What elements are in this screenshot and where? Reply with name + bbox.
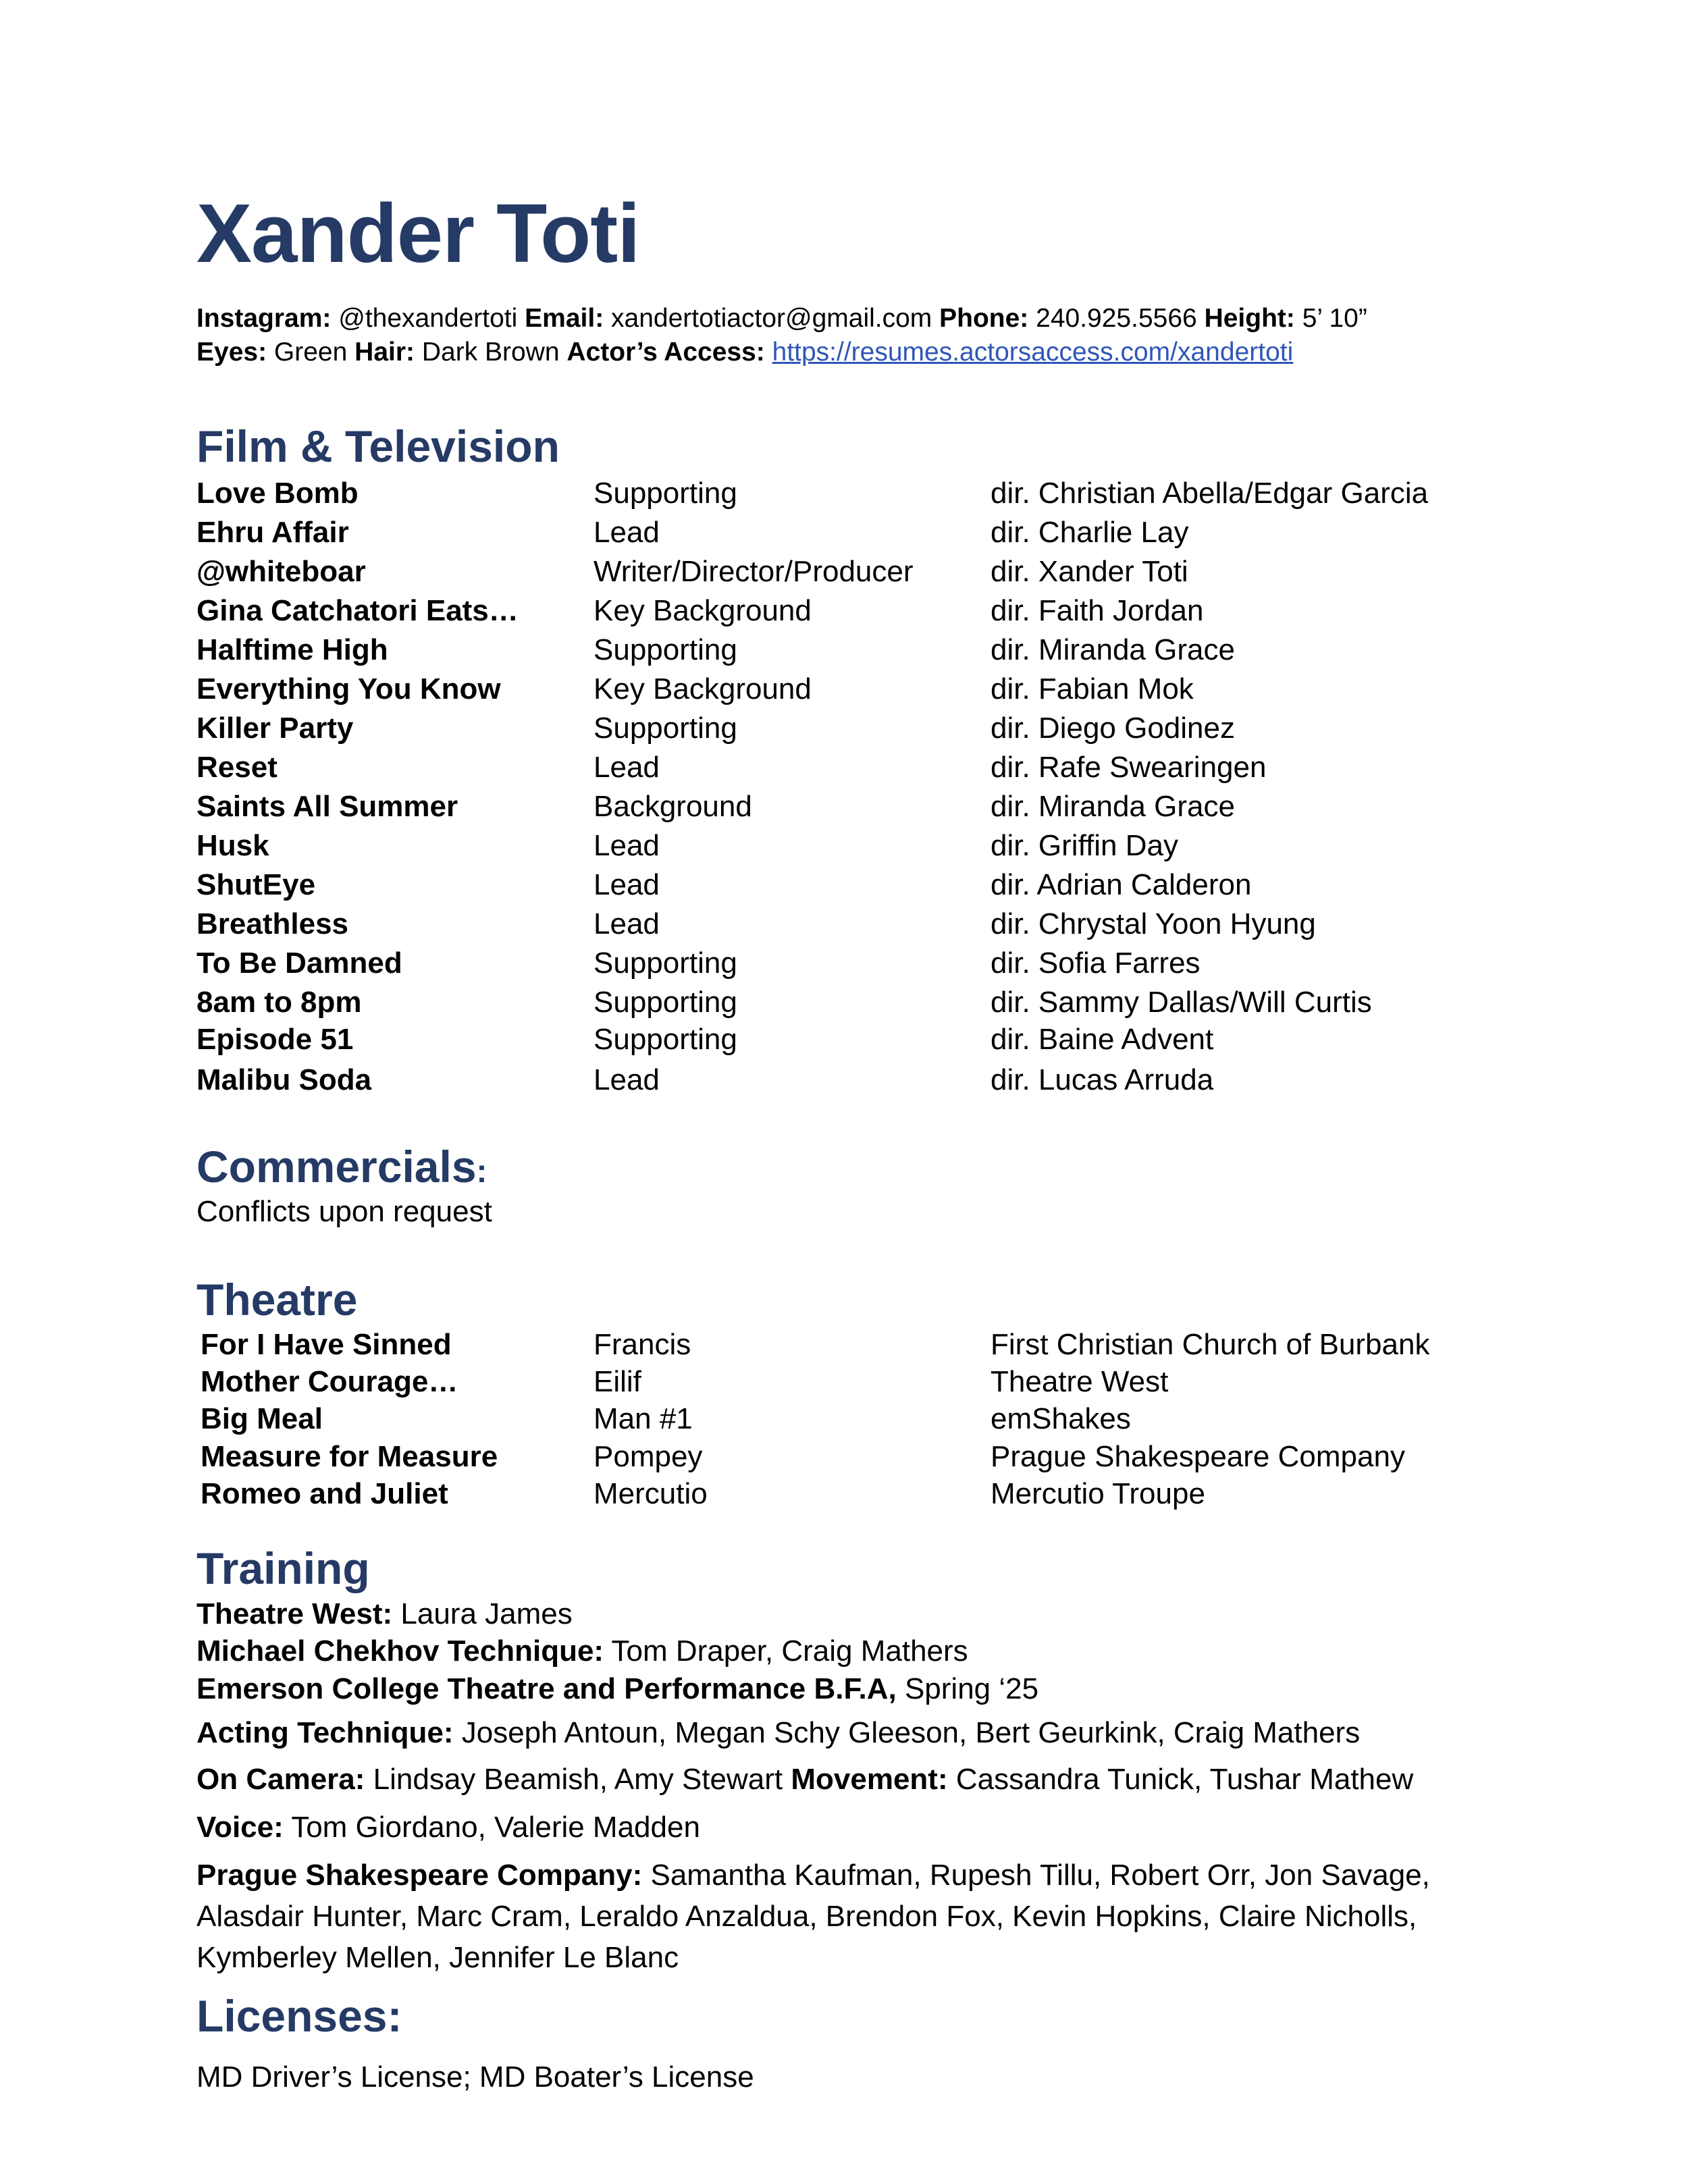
film-title: ShutEye (196, 868, 316, 901)
film-role: Supporting (594, 712, 737, 745)
theatre-heading: Theatre (196, 1275, 358, 1325)
film-heading: Film & Television (196, 421, 560, 471)
training-line (196, 1902, 1417, 1932)
training-heading: Training (196, 1543, 370, 1593)
film-role: Lead (594, 907, 660, 940)
film-director: dir. Charlie Lay (991, 516, 1189, 549)
theatre-role: Pompey (594, 1440, 703, 1473)
training-label: Emerson College Theatre and Performance B.F.A, (196, 1672, 897, 1705)
theatre-title: Romeo and Juliet (201, 1477, 448, 1510)
film-role: Key Background (594, 672, 812, 705)
training-value: Tom Draper, Craig Mathers (604, 1634, 968, 1668)
actors-access-label: Actor’s Access: (566, 338, 765, 367)
film-director: dir. Lucas Arruda (991, 1063, 1214, 1096)
film-title: Ehru Affair (196, 516, 349, 549)
training-line (196, 1674, 1038, 1704)
training-line (196, 1813, 700, 1842)
theatre-director: Mercutio Troupe (991, 1477, 1205, 1510)
film-title: Halftime High (196, 633, 388, 666)
eyes-label: Eyes: (196, 338, 267, 367)
training-label: Prague Shakespeare Company: (196, 1859, 643, 1892)
training-value: Samantha Kaufman, Rupesh Tillu, Robert Orr, Jon Savage, (642, 1859, 1430, 1892)
film-director: dir. Faith Jordan (991, 594, 1204, 627)
film-role: Supporting (594, 477, 737, 510)
theatre-title: Measure for Measure (201, 1440, 498, 1473)
film-director: dir. Fabian Mok (991, 672, 1194, 705)
training-line (196, 1765, 1413, 1794)
film-title: Malibu Soda (196, 1063, 372, 1096)
training-value: Laura James (392, 1597, 573, 1630)
commercials-colon: : (476, 1154, 487, 1190)
phone-value: 240.925.5566 (1028, 304, 1205, 333)
theatre-role: Mercutio (594, 1477, 708, 1510)
licenses-heading: Licenses: (196, 1991, 402, 2041)
film-title: Episode 51 (196, 1023, 354, 1056)
licenses-text: MD Driver’s License; MD Boater’s License (196, 2060, 754, 2094)
training-label: Michael Chekhov Technique: (196, 1634, 604, 1668)
film-role: Supporting (594, 633, 737, 666)
actor-name: Xander Toti (196, 188, 640, 280)
theatre-role: Eilif (594, 1365, 641, 1398)
training-line (196, 1636, 968, 1666)
training-line (196, 1599, 573, 1629)
film-director: dir. Diego Godinez (991, 712, 1235, 745)
training-line (196, 1718, 1360, 1748)
email-label: Email: (525, 304, 604, 333)
commercials-heading-text: Commercials (196, 1142, 477, 1192)
training-value: Alasdair Hunter, Marc Cram, Leraldo Anzaldua, Brendon Fox, Kevin Hopkins, Claire Nicholls, (196, 1900, 1417, 1933)
film-role: Background (594, 790, 752, 823)
height-label: Height: (1204, 304, 1295, 333)
theatre-title: Big Meal (201, 1402, 323, 1435)
film-director: dir. Miranda Grace (991, 633, 1235, 666)
theatre-director: emShakes (991, 1402, 1131, 1435)
instagram-label: Instagram: (196, 304, 332, 333)
film-role: Lead (594, 516, 660, 549)
film-director: dir. Xander Toti (991, 555, 1188, 588)
training-label: Voice: (196, 1811, 284, 1844)
film-role: Lead (594, 829, 660, 862)
film-director: dir. Baine Advent (991, 1023, 1214, 1056)
commercials-heading (196, 1142, 487, 1192)
film-title: Husk (196, 829, 269, 862)
training-value: Spring ‘25 (896, 1672, 1039, 1705)
film-title: Gina Catchatori Eats… (196, 594, 519, 627)
film-title: To Be Damned (196, 947, 402, 980)
theatre-director: Theatre West (991, 1365, 1169, 1398)
training-label: On Camera: (196, 1763, 365, 1796)
film-director: dir. Rafe Swearingen (991, 751, 1267, 784)
training-value: Lindsay Beamish, Amy Stewart (365, 1763, 791, 1796)
theatre-director: First Christian Church of Burbank (991, 1328, 1430, 1361)
theatre-title: For I Have Sinned (201, 1328, 452, 1361)
actors-access-spacer (765, 338, 772, 367)
eyes-value: Green (267, 338, 355, 367)
film-title: 8am to 8pm (196, 986, 362, 1019)
training-line (196, 1943, 679, 1973)
film-director: dir. Adrian Calderon (991, 868, 1252, 901)
instagram-value: @thexandertoti (331, 304, 525, 333)
film-director: dir. Sofia Farres (991, 947, 1201, 980)
training-value: Cassandra Tunick, Tushar Mathew (947, 1763, 1414, 1796)
film-title: Saints All Summer (196, 790, 458, 823)
film-title: Everything You Know (196, 672, 501, 705)
film-role: Supporting (594, 986, 737, 1019)
film-director: dir. Miranda Grace (991, 790, 1235, 823)
commercials-text: Conflicts upon request (196, 1195, 492, 1228)
film-director: dir. Chrystal Yoon Hyung (991, 907, 1316, 940)
film-role: Supporting (594, 947, 737, 980)
film-director: dir. Sammy Dallas/Will Curtis (991, 986, 1372, 1019)
film-role: Lead (594, 1063, 660, 1096)
film-title: Love Bomb (196, 477, 359, 510)
training-value: Kymberley Mellen, Jennifer Le Blanc (196, 1941, 679, 1974)
film-role: Writer/Director/Producer (594, 555, 914, 588)
film-role: Key Background (594, 594, 812, 627)
hair-value: Dark Brown (415, 338, 567, 367)
height-value: 5’ 10” (1294, 304, 1367, 333)
film-title: @whiteboar (196, 555, 366, 588)
film-title: Reset (196, 751, 278, 784)
theatre-role: Man #1 (594, 1402, 693, 1435)
training-line (196, 1861, 1430, 1890)
theatre-title: Mother Courage… (201, 1365, 458, 1398)
hair-label: Hair: (354, 338, 415, 367)
theatre-director: Prague Shakespeare Company (991, 1440, 1405, 1473)
theatre-role: Francis (594, 1328, 691, 1361)
film-director: dir. Griffin Day (991, 829, 1178, 862)
training-label: Theatre West: (196, 1597, 393, 1630)
film-role: Lead (594, 868, 660, 901)
training-label: Movement: (791, 1763, 948, 1796)
contact-line-2 (196, 339, 1293, 365)
film-title: Breathless (196, 907, 349, 940)
email-value: xandertotiactor@gmail.com (604, 304, 940, 333)
film-role: Supporting (594, 1023, 737, 1056)
film-director: dir. Christian Abella/Edgar Garcia (991, 477, 1429, 510)
training-value: Joseph Antoun, Megan Schy Gleeson, Bert Geurkink, Craig Mathers (453, 1716, 1361, 1749)
training-value: Tom Giordano, Valerie Madden (283, 1811, 700, 1844)
film-role: Lead (594, 751, 660, 784)
phone-label: Phone: (939, 304, 1029, 333)
film-title: Killer Party (196, 712, 354, 745)
training-label: Acting Technique: (196, 1716, 454, 1749)
actors-access-link[interactable]: https://resumes.actorsaccess.com/xandertoti (772, 338, 1294, 367)
contact-line-1 (196, 305, 1367, 331)
